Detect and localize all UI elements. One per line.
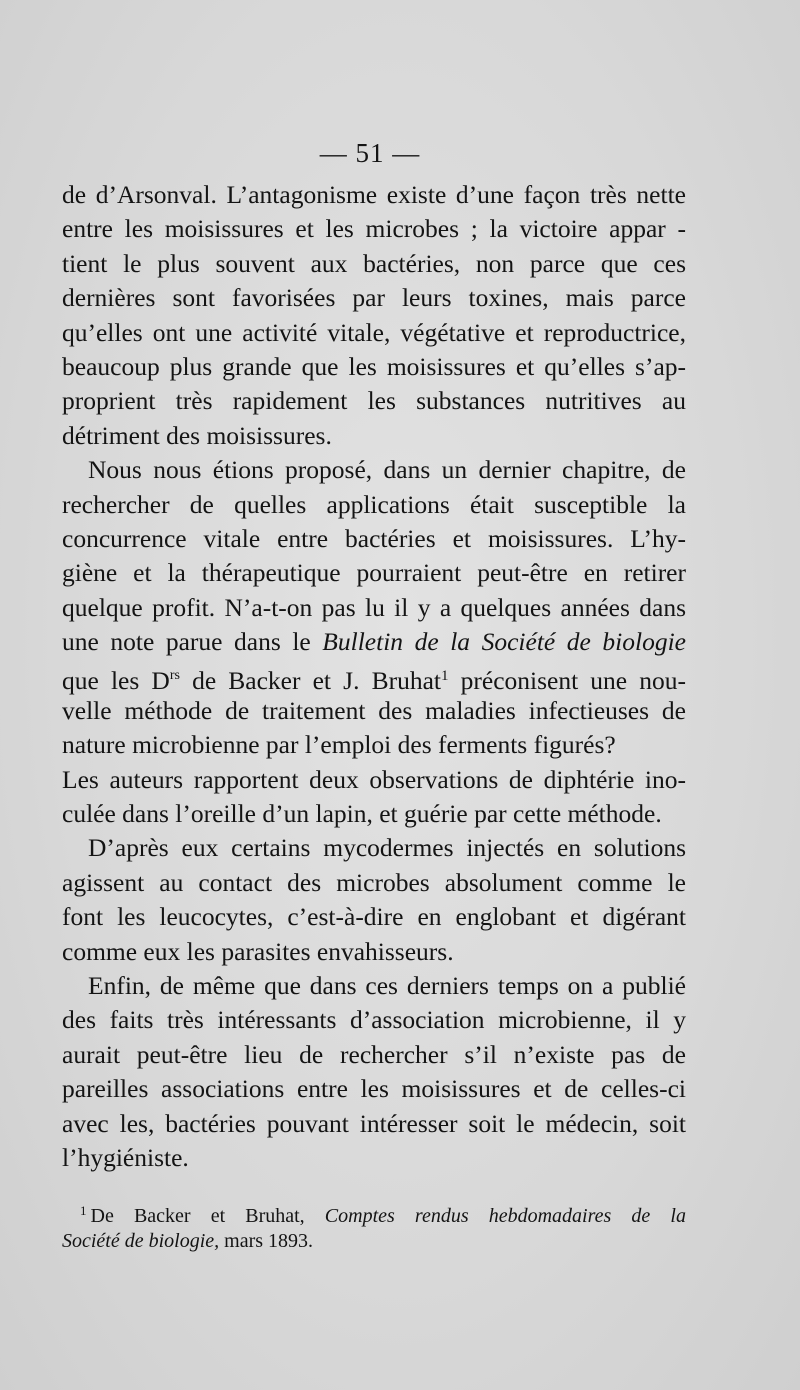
text-line: D’après eux certains mycodermes injectés en solutions xyxy=(88,833,686,863)
text-line: culée dans l’oreille d’un lapin, et guérie par cette méthode. xyxy=(62,799,662,829)
footnote-marker: 1 xyxy=(441,668,449,685)
text-line: aurait peut-être lieu de rechercher s’il n’existe pas de xyxy=(62,1039,686,1069)
text-line-with-footnote xyxy=(62,659,686,696)
text-line: proprient très rapidement les substances nutritives au xyxy=(62,386,686,416)
text-line: quelque profit. N’a-t-on pas lu il y a quelques années dans xyxy=(62,592,686,622)
text-line: agissent au contact des microbes absolument comme le xyxy=(62,867,686,897)
footnote xyxy=(62,1196,686,1256)
text-line-with-italic xyxy=(62,625,686,659)
text-line: entre les moisissures et les microbes ; la victoire appar - xyxy=(62,214,686,244)
text-line: pareilles associations entre les moisissures et de celles-ci xyxy=(62,1074,686,1104)
text-line: giène et la thérapeutique pourraient peut-être en retirer xyxy=(62,558,686,588)
line-part: que les D xyxy=(62,666,170,696)
footnote-title: Comptes rendus hebdomadaires de la xyxy=(324,1205,686,1227)
text-line: concurrence vitale entre bactéries et moisissures. L’hy- xyxy=(62,523,686,553)
text-line: nature microbienne par l’emploi des ferments figurés? xyxy=(62,730,616,760)
text-line: velle méthode de traitement des maladies infectieuses de xyxy=(62,695,686,725)
footnote-line xyxy=(62,1226,686,1256)
footnote-authors: De Backer et Bruhat, xyxy=(90,1205,325,1227)
superscript-rs: rs xyxy=(169,668,180,684)
text-line: Nous nous étions proposé, dans un dernier chapitre, de xyxy=(88,455,686,485)
text-line: tient le plus souvent aux bactéries, non parce que ces xyxy=(62,248,686,278)
line-part: préconisent une nou- xyxy=(448,666,686,696)
line-prefix: une note parue dans le xyxy=(62,627,323,657)
text-line: beaucoup plus grande que les moisissures et qu’elles s’ap- xyxy=(62,351,686,381)
text-line: Les auteurs rapportent deux observations de diphtérie ino- xyxy=(62,764,686,794)
text-line: des faits très intéressants d’association microbienne, il y xyxy=(62,1005,686,1035)
page-number: — 51 — xyxy=(319,138,421,168)
footnote-title-cont: Société de biologie, xyxy=(62,1230,220,1252)
text-line: avec les, bactéries pouvant intéresser soit le médecin, soit xyxy=(62,1108,686,1138)
text-line: qu’elles ont une activité vitale, végétative et reproductrice, xyxy=(62,317,686,347)
text-line: rechercher de quelles applications était susceptible la xyxy=(62,489,686,519)
text-line: dernières sont favorisées par leurs toxines, mais parce xyxy=(62,283,686,313)
text-line: l’hygiéniste. xyxy=(62,1142,189,1172)
text-line: de d’Arsonval. L’antagonisme existe d’une façon très nette xyxy=(62,180,686,209)
text-line: font les leucocytes, c’est-à-dire en englobant et digérant xyxy=(62,902,686,932)
footnote-date: mars 1893. xyxy=(219,1230,314,1252)
line-part: de Backer et J. Bruhat xyxy=(179,666,441,696)
footnote-number: 1 xyxy=(80,1203,87,1218)
text-line: Enfin, de même que dans ces derniers temps on a publié xyxy=(88,970,686,1000)
journal-title: Bulletin de la Société de biologie xyxy=(322,627,686,657)
footnote-line xyxy=(62,1196,686,1226)
body-text xyxy=(62,178,686,1175)
text-line: détriment des moisissures. xyxy=(62,420,332,450)
text-line: comme eux les parasites envahisseurs. xyxy=(62,936,454,966)
